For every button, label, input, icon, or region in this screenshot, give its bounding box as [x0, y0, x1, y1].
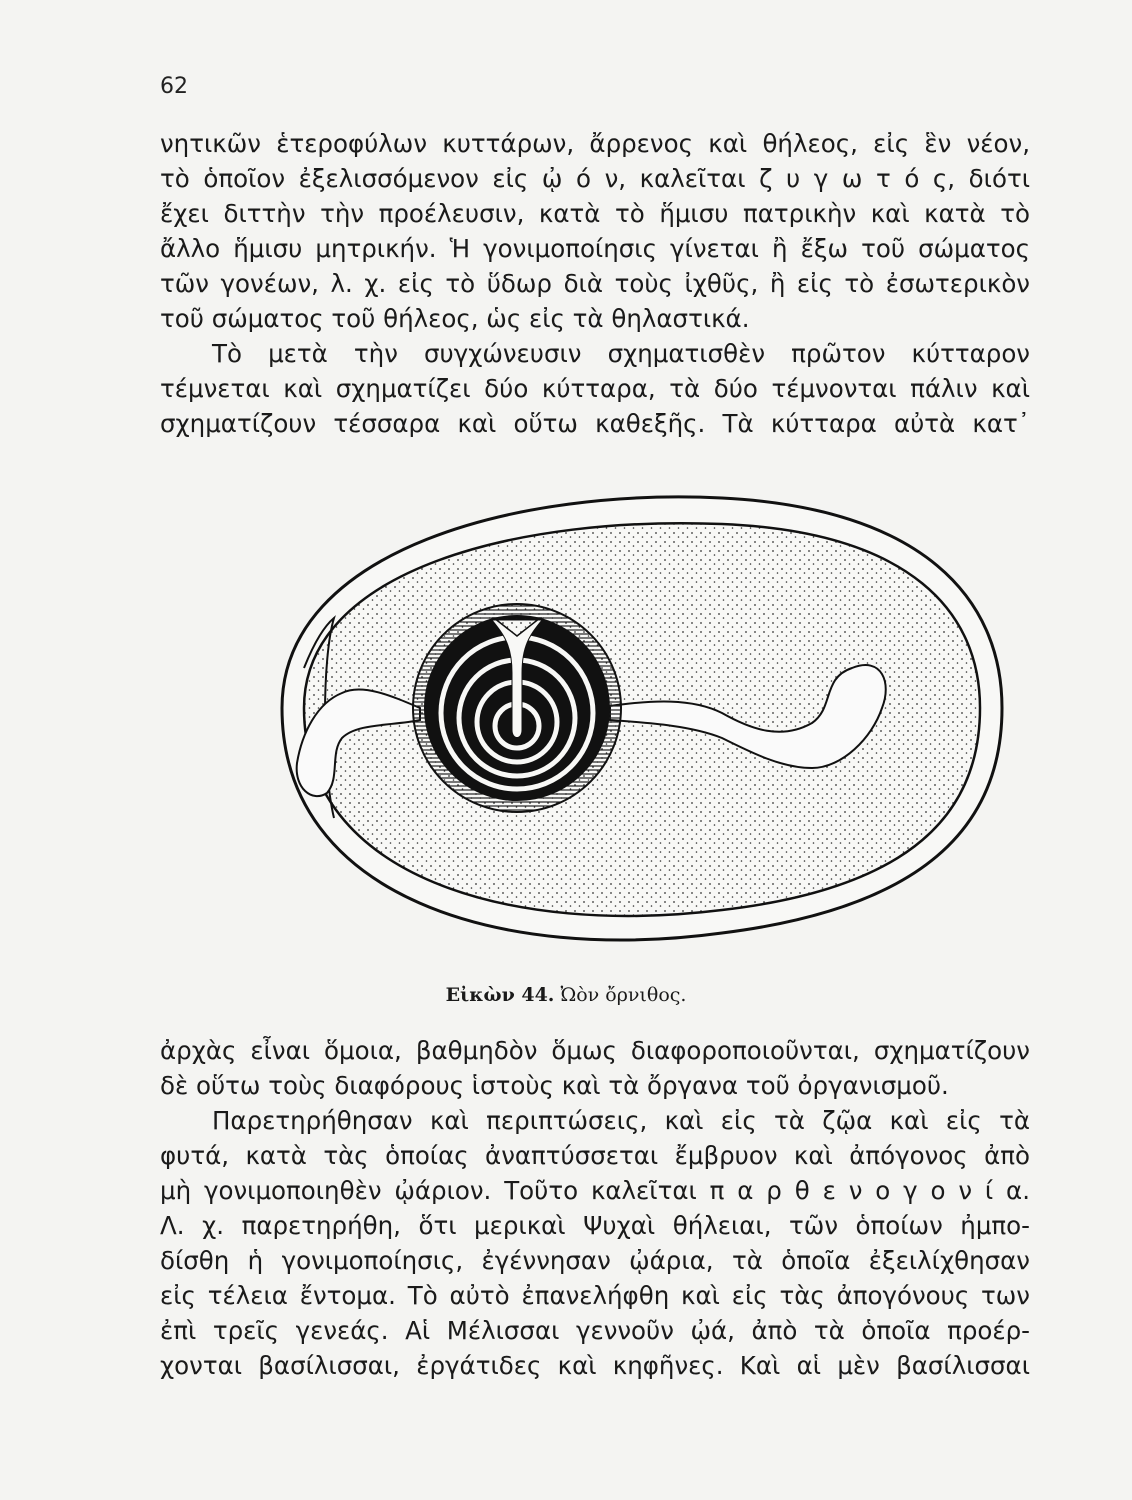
text-line: μὴ γονιμοποιηθὲν ᾠάριον. Τοῦτο καλεῖται π α ρ θ ε ν ο γ ο ν ί α.	[160, 1176, 1030, 1205]
text-line: Τὸ μετὰ τὴν συγχώνευσιν σχηματισθὲν πρῶτον κύτταρον	[212, 339, 1030, 368]
text-line: φυτά, κατὰ τὰς ὁποίας ἀναπτύσσεται ἔμβρυον καὶ ἀπόγονος ἀπὸ	[160, 1141, 1030, 1170]
text-line: ἄλλο ἥμισυ μητρικήν. Ἡ γονιμοποίησις γίνεται ἢ ἔξω τοῦ σώματος	[160, 234, 1030, 263]
text-line: εἰς τέλεια ἔντομα. Τὸ αὐτὸ ἐπανελήφθη καὶ εἰς τὰς ἀπογόνους των	[160, 1281, 1030, 1310]
text-line: σχηματίζουν τέσσαρα καὶ οὕτω καθεξῆς. Τὰ κύτταρα αὐτὰ κατ᾿	[160, 409, 1030, 438]
text-block-bottom	[160, 1033, 1030, 1383]
text-line: νητικῶν ἑτεροφύλων κυττάρων, ἄρρενος καὶ θήλεος, εἰς ἓν νέον,	[160, 129, 1030, 158]
egg-illustration	[222, 468, 1012, 978]
text-line: χονται βασίλισσαι, ἐργάτιδες καὶ κηφῆνες. Καὶ αἱ μὲν βασίλισσαι	[160, 1351, 1030, 1380]
text-line: τὸ ὁποῖον ἐξελισσόμενον εἰς ᾠ ό ν, καλεῖται ζ υ γ ω τ ό ς, διότι	[160, 164, 1030, 193]
text-line: Παρετηρήθησαν καὶ περιπτώσεις, καὶ εἰς τὰ ζῷα καὶ εἰς τὰ	[212, 1106, 1030, 1135]
figure-caption	[0, 984, 1132, 1006]
text-line: ἀρχὰς εἶναι ὅμοια, βαθμηδὸν ὅμως διαφοροποιοῦνται, σχηματίζουν	[160, 1036, 1030, 1065]
text-line: τοῦ σώματος τοῦ θήλεος, ὡς εἰς τὰ θηλαστικά.	[160, 304, 750, 333]
text-line: τέμνεται καὶ σχηματίζει δύο κύτταρα, τὰ δύο τέμνονται πάλιν καὶ	[160, 374, 1030, 403]
figure-caption-text: Ὠὸν ὄρνιθος.	[560, 984, 687, 1006]
text-line: τῶν γονέων, λ. χ. εἰς τὸ ὕδωρ διὰ τοὺς ἰχθῦς, ἢ εἰς τὸ ἐσωτερικὸν	[160, 269, 1030, 298]
text-line: ἐπὶ τρεῖς γενεάς. Αἱ Μέλισσαι γεννοῦν ᾠά, ἀπὸ τὰ ὁποῖα προέρ-	[160, 1316, 1030, 1345]
page-number: 62	[160, 74, 188, 99]
text-line: δίσθη ἡ γονιμοποίησις, ἐγέννησαν ᾠάρια, τὰ ὁποῖα ἐξειλίχθησαν	[160, 1246, 1030, 1275]
text-line: ἔχει διττὴν τὴν προέλευσιν, κατὰ τὸ ἥμισυ πατρικὴν καὶ κατὰ τὸ	[160, 199, 1030, 228]
text-line: δὲ οὕτω τοὺς διαφόρους ἱστοὺς καὶ τὰ ὄργανα τοῦ ὀργανισμοῦ.	[160, 1071, 949, 1100]
text-block-top	[160, 126, 1030, 441]
figure-label: Εἰκὼν 44.	[445, 984, 555, 1006]
text-line: Λ. χ. παρετηρήθη, ὅτι μερικαὶ Ψυχαὶ θήλειαι, τῶν ὁποίων ἠμπο-	[160, 1211, 1030, 1240]
